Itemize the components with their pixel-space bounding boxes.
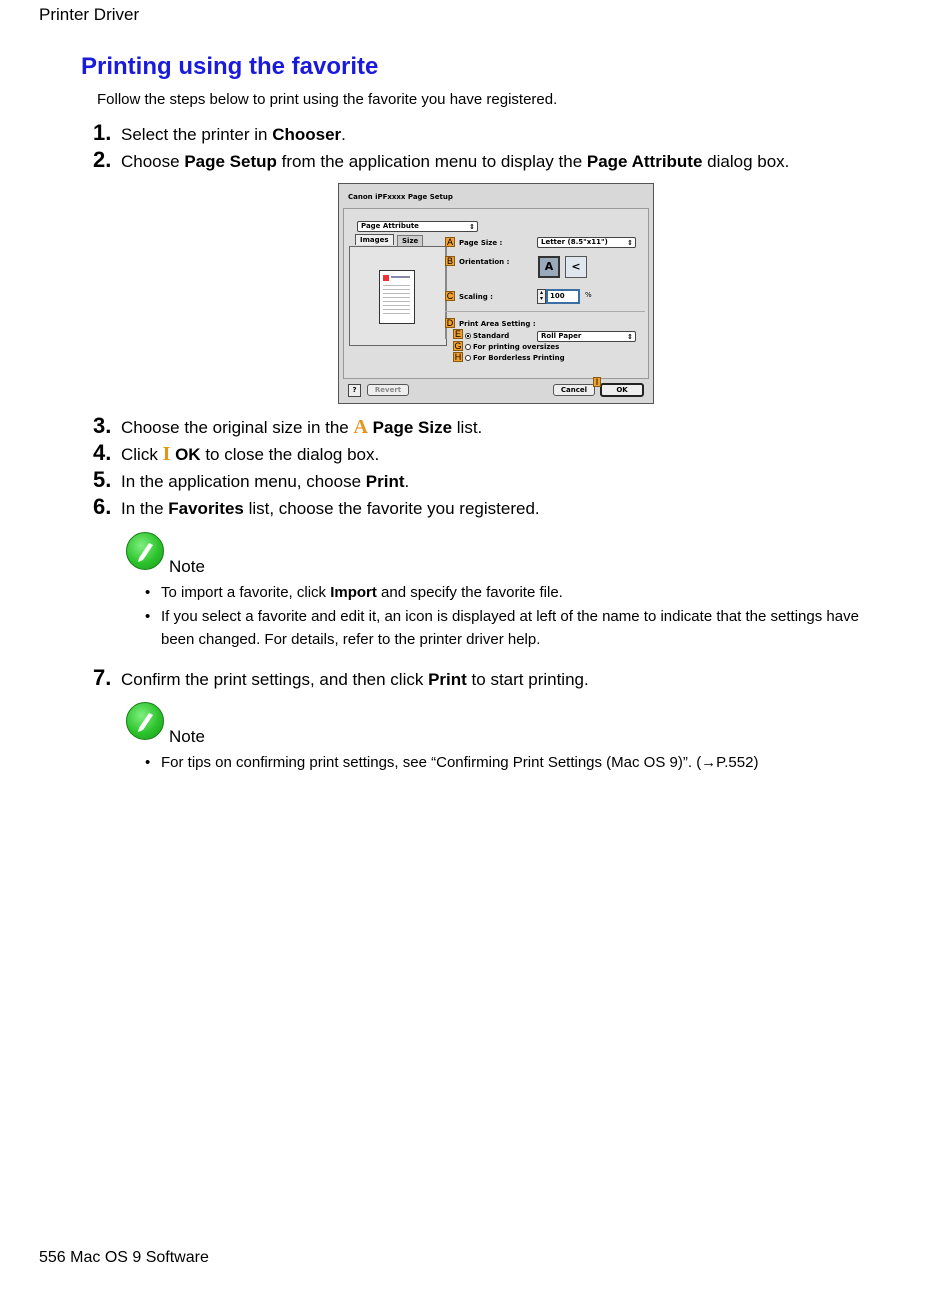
step-text: Choose <box>121 152 185 171</box>
marker-g: G <box>454 341 462 351</box>
page-size-label: Page Size : <box>459 239 503 247</box>
step-text: to close the dialog box. <box>200 445 380 464</box>
step-bold: Favorites <box>168 499 244 518</box>
step-number: 7. <box>93 665 112 690</box>
step-number: 1. <box>93 120 112 145</box>
marker-d: D <box>446 318 454 328</box>
marker-b: B <box>446 256 453 266</box>
step-text: Click <box>121 445 163 464</box>
marker-h: H <box>454 352 462 362</box>
step-bold: Page Size <box>367 418 453 437</box>
step-bold: Print <box>428 670 467 689</box>
roll-paper-popup[interactable] <box>537 331 636 342</box>
step-number: 2. <box>93 147 112 172</box>
roll-paper-value: Roll Paper <box>541 332 582 340</box>
section-title: Printing using the favorite <box>81 53 379 80</box>
step-text: to start printing. <box>466 670 589 689</box>
step-text: from the application menu to display the <box>276 152 587 171</box>
ok-button[interactable]: OK <box>600 383 644 397</box>
scaling-stepper-icon[interactable]: ▴ ▾ <box>537 289 546 304</box>
scaling-label: Scaling : <box>459 293 493 301</box>
note-pencil-icon <box>126 702 164 740</box>
radio-off-icon <box>465 344 471 350</box>
marker-i-inline: I <box>162 443 171 465</box>
radio-off-icon <box>465 355 471 361</box>
note-label: Note <box>169 557 205 576</box>
step-6 <box>93 494 540 520</box>
page-size-popup[interactable] <box>537 237 636 248</box>
bullet-text: To import a favorite, click <box>161 584 331 601</box>
step-text: . <box>341 125 346 144</box>
step-5 <box>93 467 409 493</box>
step-bold: OK <box>170 445 201 464</box>
marker-e: E <box>454 329 461 339</box>
note-pencil-icon <box>126 532 164 570</box>
step-4 <box>93 440 379 466</box>
preview-image-icon <box>383 275 389 281</box>
step-number: 6. <box>93 494 112 519</box>
radio-borderless-label: For Borderless Printing <box>473 354 565 362</box>
step-text: Choose the original size in the <box>121 418 354 437</box>
step-number: 4. <box>93 440 112 465</box>
scaling-unit: % <box>585 291 592 299</box>
step-3 <box>93 413 482 439</box>
step-text: dialog box. <box>702 152 790 171</box>
dialog-title: Canon iPFxxxx Page Setup <box>348 193 453 201</box>
bullet-text: If you select a favorite and edit it, an icon is displayed at left of the name to indicate that the settings have been changed. For details, refer to the printer driver help. <box>161 608 859 648</box>
panel-popup-label: Page Attribute <box>361 222 419 230</box>
page-footer: 556 Mac OS 9 Software <box>39 1249 209 1266</box>
radio-oversizes-label: For printing oversizes <box>473 343 560 351</box>
popup-arrow-icon: ⇕ <box>627 239 633 247</box>
step-2 <box>93 147 789 173</box>
popup-arrow-icon: ⇕ <box>627 333 633 341</box>
step-bold: Page Attribute <box>586 152 703 171</box>
step-text: In the <box>121 499 169 518</box>
marker-c: C <box>446 291 454 301</box>
scaling-input[interactable]: 100 <box>546 289 580 304</box>
step-number: 5. <box>93 467 112 492</box>
step-text: . <box>404 472 410 491</box>
page-size-value: Letter (8.5"x11") <box>541 238 608 246</box>
step-bold: Print <box>365 472 405 491</box>
step-text: Select the printer in <box>121 125 273 144</box>
orientation-label: Orientation : <box>459 258 510 266</box>
tab-images[interactable]: Images <box>355 234 394 245</box>
landscape-orientation-icon[interactable]: < <box>565 256 587 278</box>
step-number: 3. <box>93 413 112 438</box>
step-7 <box>93 665 589 691</box>
popup-arrow-icon: ⇕ <box>469 223 475 231</box>
note-bullet: • If you select a favorite and edit it, an icon is displayed at left of the name to indicate that the settings have been changed. For details, refer to the printer driver help. <box>145 605 885 651</box>
portrait-orientation-icon[interactable]: A <box>538 256 560 278</box>
note-bullet: • For tips on confirming print settings, see “Confirming Print Settings (Mac OS 9)”. (→P.552) <box>145 751 885 774</box>
intro-text: Follow the steps below to print using the favorite you have registered. <box>97 91 558 108</box>
step-text: Confirm the print settings, and then click <box>121 670 429 689</box>
cancel-button[interactable]: Cancel <box>553 384 595 396</box>
marker-a-inline: A <box>353 416 368 438</box>
print-area-label: Print Area Setting : <box>459 320 536 328</box>
step-1 <box>93 120 346 146</box>
step-bold: Page Setup <box>184 152 277 171</box>
radio-standard-label: Standard <box>473 332 510 340</box>
tab-size[interactable]: Size <box>397 235 423 246</box>
panel-popup[interactable] <box>357 221 478 232</box>
radio-oversizes[interactable] <box>465 343 559 351</box>
radio-borderless[interactable] <box>465 354 565 362</box>
bullet-text: and specify the favorite file. <box>376 584 563 601</box>
bullet-text: For tips on confirming print settings, see “Confirming Print Settings (Mac OS 9)”. (→P.552) <box>161 754 759 771</box>
step-bold: Chooser <box>272 125 342 144</box>
page-preview-icon <box>379 270 415 324</box>
page-setup-dialog-screenshot <box>338 183 654 404</box>
revert-button[interactable]: Revert <box>367 384 409 396</box>
marker-i: I <box>593 377 601 387</box>
step-text: list. <box>452 418 483 437</box>
marker-a: A <box>446 237 453 247</box>
page-header: Printer Driver <box>39 5 140 24</box>
note-label: Note <box>169 727 205 746</box>
step-text: In the application menu, choose <box>121 472 366 491</box>
step-text: list, choose the favorite you registered. <box>243 499 540 518</box>
help-icon[interactable]: ? <box>348 384 361 397</box>
note-bullet: • To import a favorite, click Import and specify the favorite file. <box>145 584 563 601</box>
radio-on-icon <box>465 333 471 339</box>
bullet-bold: Import <box>330 584 377 601</box>
radio-standard[interactable] <box>465 332 509 340</box>
